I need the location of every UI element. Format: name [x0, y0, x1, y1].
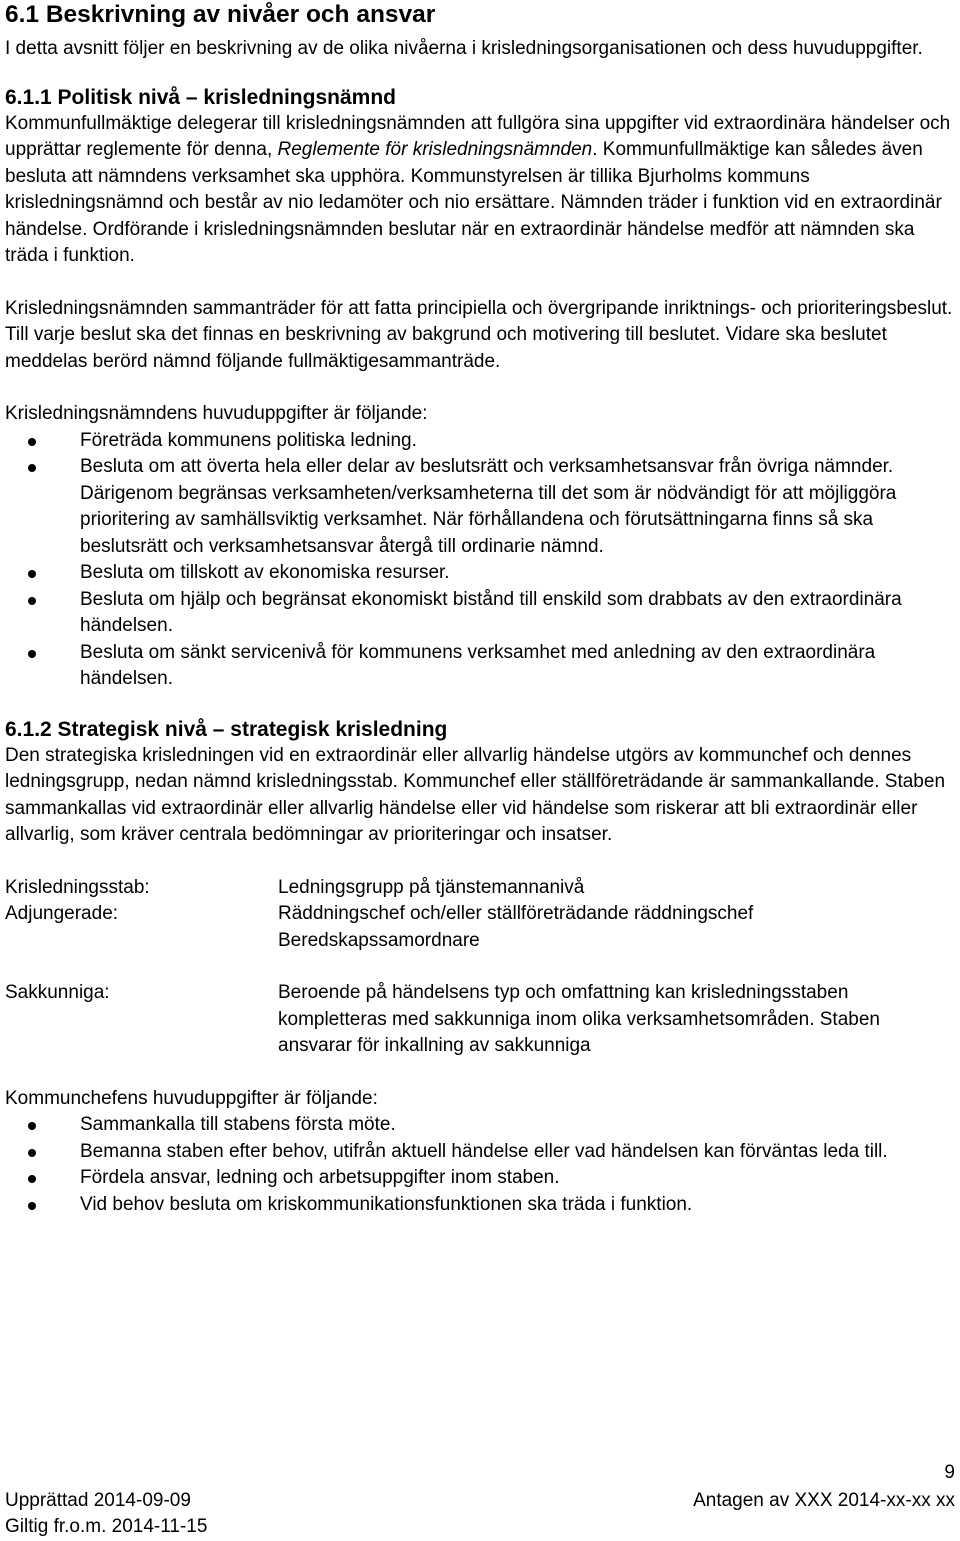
def-value: Beroende på händelsens typ och omfattning kan krisledningsstaben kompletteras med sakkunniga inom olika verksamhetsområden. Staben ansvarar för inkallning av sakkunniga	[278, 982, 880, 1056]
page-number: 9	[944, 1462, 955, 1483]
tasks-label-namnd: Krisledningsnämndens huvuduppgifter är följande:	[5, 403, 428, 424]
bullet-icon	[28, 1175, 36, 1183]
footer-approved: Antagen av XXX 2014-xx-xx xx	[693, 1490, 955, 1511]
section-heading-6-1-1: 6.1.1 Politisk nivå – krisledningsnämnd	[5, 85, 396, 109]
def-term: Krisledningsstab:	[5, 876, 150, 898]
footer-created: Upprättad 2014-09-09	[5, 1490, 191, 1511]
list-item: Fördela ansvar, ledning och arbetsuppgifter inom staben.	[5, 1165, 955, 1192]
list-item: Sammankalla till stabens första möte.	[5, 1112, 955, 1139]
paragraph-politisk-2: Krisledningsnämnden sammanträder för att fatta principiella och övergripande inriktnings- och prioriteringsbeslut. Till varje beslut ska det finnas en beskrivning av bakgrund och motivering till beslutet. Vidare ska beslutet meddelas berörd nämnd följande fullmäktigesammanträde.	[5, 297, 953, 372]
paragraph-politisk-1	[5, 111, 955, 270]
tasks-list-namnd	[5, 428, 955, 693]
paragraph-strategisk-1: Den strategiska krisledningen vid en extraordinär eller allvarlig händelse utgörs av kommunchef och dennes ledningsgrupp, nedan nämnd krisledningsstab. Kommunchef eller ställföreträdande är sammankallande. Staben sammankallas vid extraordinär eller allvarlig händelse eller vid händelse som riskerar att bli extraordinär eller allvarlig, som kräver centrala bedömningar av prioriteringar och insatser.	[5, 744, 946, 845]
def-term: Sakkunniga:	[5, 982, 110, 1003]
list-item: Besluta om tillskott av ekonomiska resurser.	[5, 560, 955, 587]
bullet-icon	[28, 464, 36, 472]
list-item: Företräda kommunens politiska ledning.	[5, 428, 955, 455]
section-heading-6-1-2: 6.1.2 Strategisk nivå – strategisk krisledning	[5, 717, 448, 741]
tasks-label-kommunchef: Kommunchefens huvuduppgifter är följande:	[5, 1087, 378, 1109]
bullet-icon	[28, 1202, 36, 1210]
list-item: Bemanna staben efter behov, utifrån aktuell händelse eller vad händelsen kan förväntas leda till.	[5, 1139, 955, 1166]
document-page	[5, 0, 955, 1218]
list-item: Besluta om hjälp och begränsat ekonomiskt bistånd till enskild som drabbats av den extraordinära händelsen.	[5, 587, 955, 640]
def-term: Adjungerade:	[5, 903, 119, 924]
bullet-icon	[28, 1122, 36, 1130]
def-value: Ledningsgrupp på tjänstemannanivå	[278, 876, 585, 898]
def-value: Räddningschef och/eller ställföreträdande räddningschef Beredskapssamordnare	[278, 903, 754, 951]
bullet-icon	[28, 438, 36, 446]
tasks-list-kommunchef	[5, 1112, 955, 1218]
bullet-icon	[28, 1149, 36, 1157]
list-item: Vid behov besluta om kriskommunikationsfunktionen ska träda i funktion.	[5, 1192, 955, 1219]
section-heading-6-1: 6.1 Beskrivning av nivåer och ansvar	[5, 1, 436, 28]
bullet-icon	[28, 650, 36, 658]
paragraph-text: Kommunfullmäktige delegerar till krisledningsnämnden att fullgöra sina uppgifter vid extraordinära händelser och upprättar reglemente för denna,	[5, 112, 951, 160]
list-item: Besluta om att överta hela eller delar av beslutsrätt och verksamhetsansvar från övriga nämnder. Därigenom begränsas verksamheten/verksamheterna till det som är nödvändigt för att möjliggöra prioritering av samhällsviktig verksamhet. När förhållandena och förutsättningarna finns så ska beslutsrätt och verksamhetsansvar återgå till ordinarie nämnd.	[5, 454, 955, 560]
role-definitions	[5, 875, 955, 1060]
bullet-icon	[28, 570, 36, 578]
paragraph-italic-ref: Reglemente för krisledningsnämnden	[277, 139, 593, 160]
paragraph-text: . Kommunfullmäktige kan således även besluta att nämndens verksamhet ska upphöra. Kommunstyrelsen är tillika Bjurholms kommuns krisledningsnämnd och består av nio ledamöter och nio ersättare. Nämnden träder i funktion vid en extraordinär händelse. Ordförande i krisledningsnämnden beslutar när en extraordinär händelse medför att nämnden ska träda i funktion.	[5, 139, 942, 266]
list-item: Besluta om sänkt servicenivå för kommunens verksamhet med anledning av den extraordinära händelsen.	[5, 640, 955, 693]
section-intro: I detta avsnitt följer en beskrivning av de olika nivåerna i krisledningsorganisationen och dess huvuduppgifter.	[5, 38, 923, 59]
footer-valid: Giltig fr.o.m. 2014-11-15	[5, 1516, 208, 1537]
bullet-icon	[28, 597, 36, 605]
